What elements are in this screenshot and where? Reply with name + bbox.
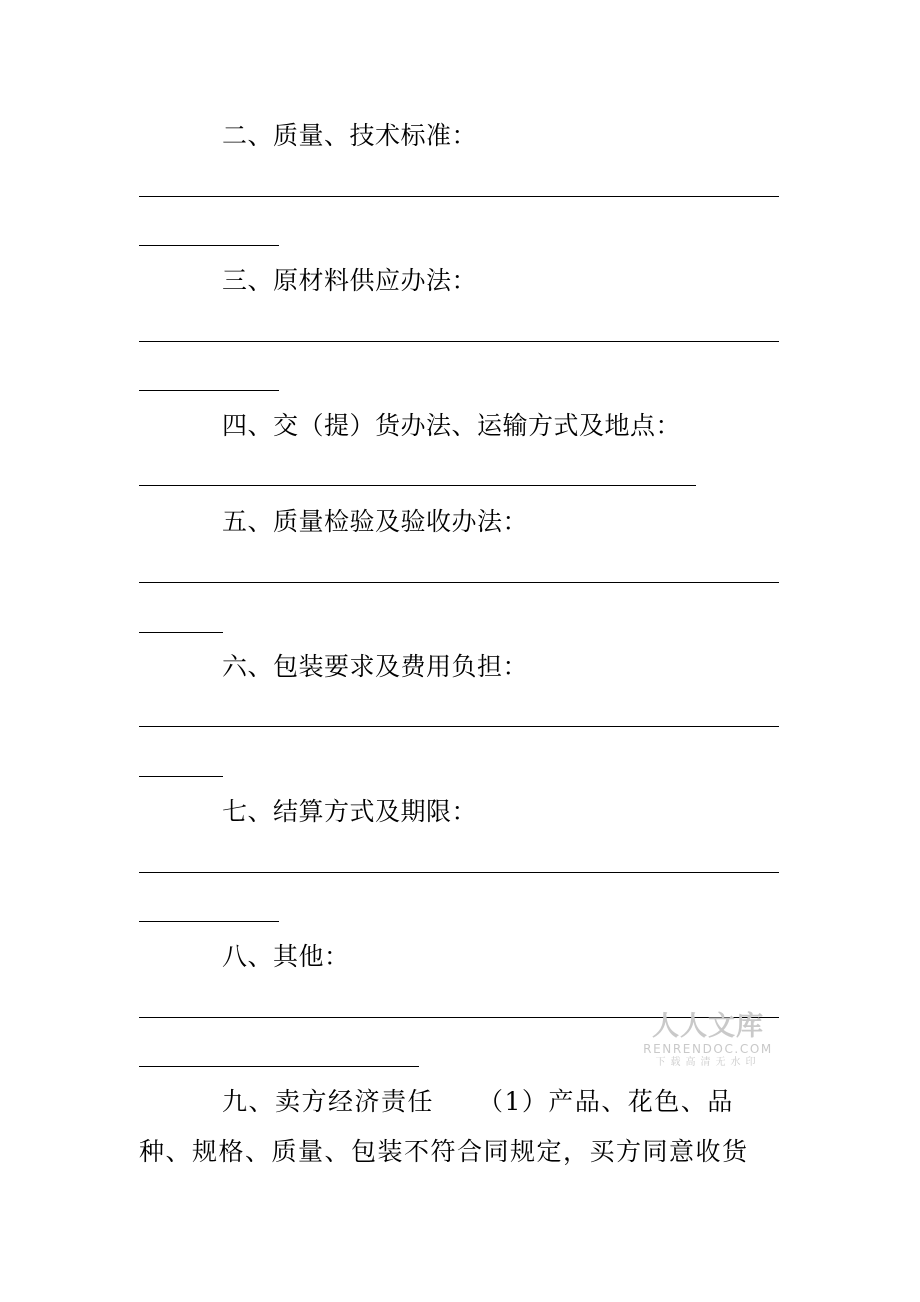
fill-in-line	[139, 776, 223, 777]
fill-in-line	[139, 485, 696, 486]
fill-in-line	[139, 245, 279, 246]
watermark-brand: 人人文库	[652, 1011, 764, 1042]
fill-in-line	[139, 1066, 419, 1067]
clause-9-title: 九、卖方经济责任	[222, 1087, 435, 1116]
section-heading-settlement-terms: 七、结算方式及期限：	[222, 797, 478, 826]
fill-in-line	[139, 390, 279, 391]
section-heading-materials-supply: 三、原材料供应办法：	[222, 266, 478, 295]
fill-in-line	[139, 582, 779, 583]
fill-in-line	[139, 921, 279, 922]
fill-in-line	[139, 726, 779, 727]
fill-in-line	[139, 632, 223, 633]
watermark-logo	[642, 1012, 774, 1069]
fill-in-line	[139, 872, 779, 873]
section-heading-quality-standard: 二、质量、技术标准：	[222, 121, 478, 150]
watermark-slogan: 下载高清无水印	[655, 1057, 761, 1068]
section-heading-other: 八、其他：	[222, 942, 350, 971]
fill-in-line	[139, 341, 779, 342]
clause-9-item-1-start: （1）产品、花色、品	[478, 1087, 734, 1116]
clause-9-second-line: 种、规格、质量、包装不符合同规定，买方同意收货	[139, 1137, 749, 1166]
section-heading-delivery-transport: 四、交（提）货办法、运输方式及地点：	[222, 411, 682, 440]
clause-9-first-line	[222, 1087, 734, 1117]
section-heading-inspection-acceptance: 五、质量检验及验收办法：	[222, 507, 529, 536]
fill-in-line	[139, 196, 779, 197]
section-heading-packaging-costs: 六、包装要求及费用负担：	[222, 652, 529, 681]
watermark-domain: RENRENDOC.COM	[643, 1042, 773, 1056]
